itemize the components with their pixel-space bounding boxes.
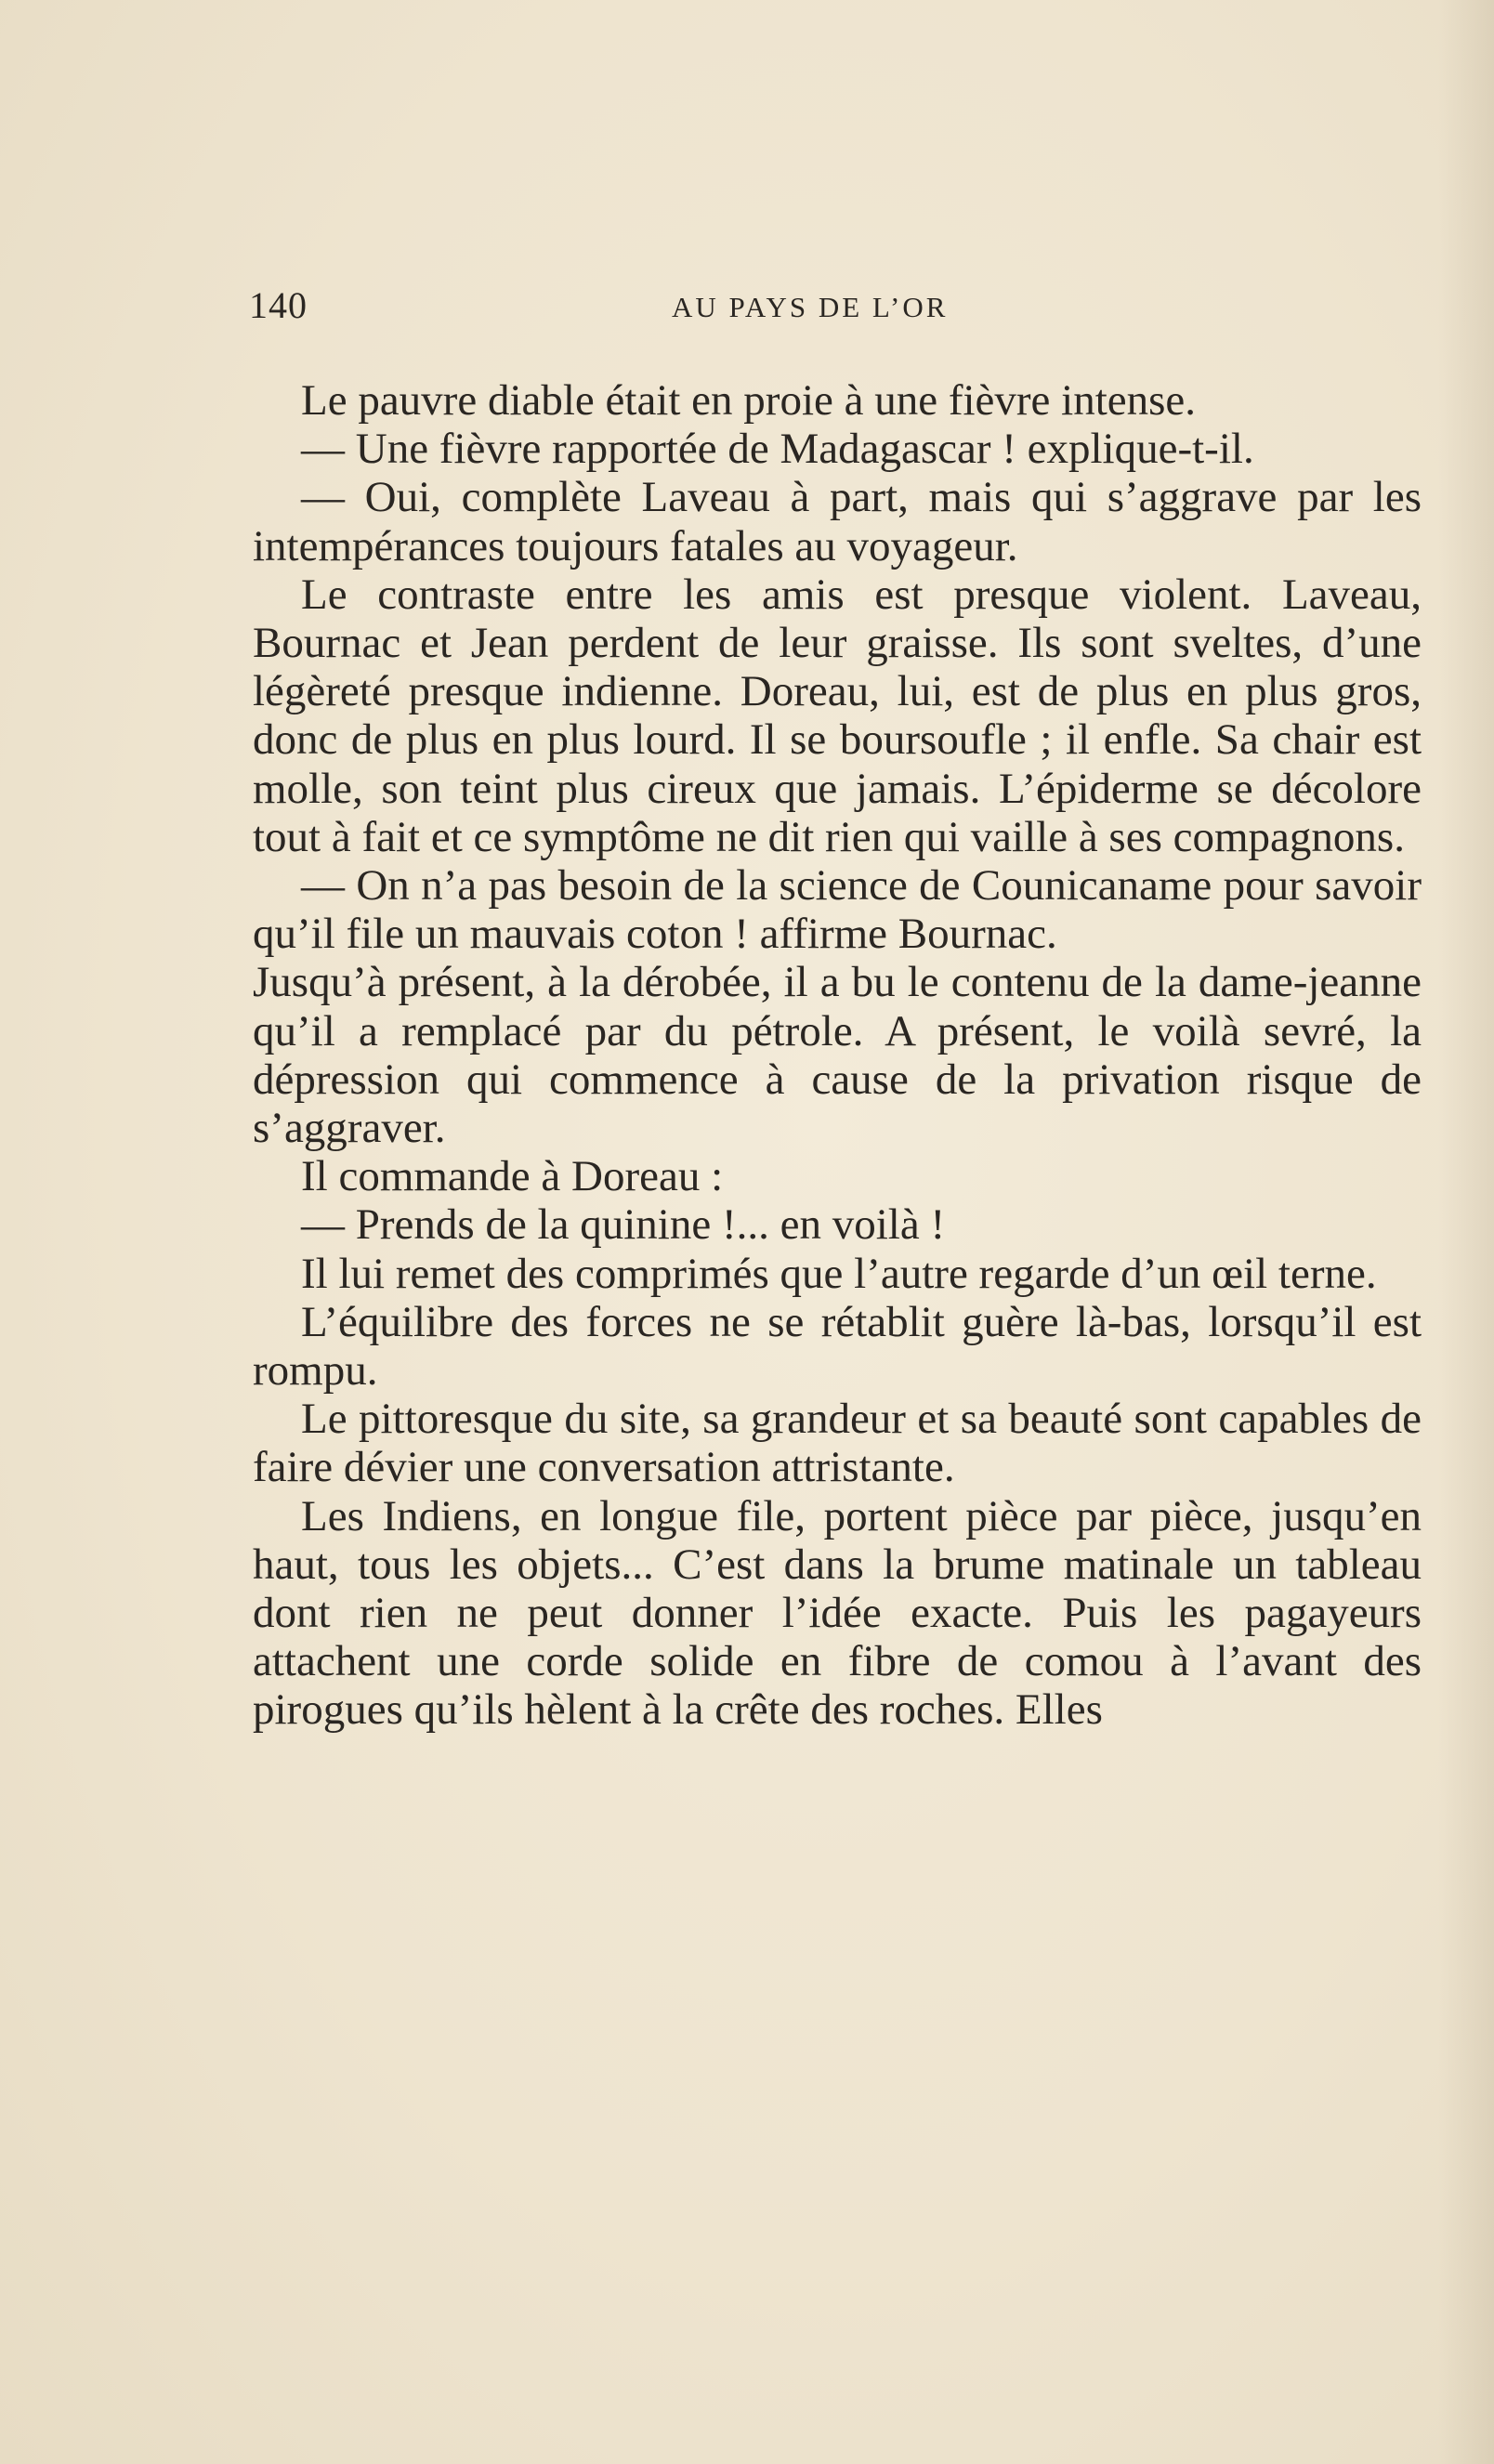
paragraph: Il lui remet des comprimés que l’autre regarde d’un œil terne. [301, 1249, 1377, 1298]
page-edge-shadow [1438, 0, 1494, 2464]
paragraph: Le contraste entre les amis est presque violent. Laveau, Bournac et Jean perdent de leur graisse. Ils sont sveltes, d’une légèreté presque indienne. Doreau, lui, est de plus en plus gros, donc de plus en plus lourd. Il se boursoufle ; il enfle. Sa chair est molle, son teint plus cireux que jamais. L’épiderme se décolore tout à fait et ce symptôme ne dit rien qui vaille à ses compagnons. [253, 570, 1422, 861]
body-text [253, 376, 1422, 1735]
paragraph: Le pauvre diable était en proie à une fièvre intense. [301, 376, 1197, 425]
paragraph: L’équilibre des forces ne se rétablit guère là-bas, lorsqu’il est rompu. [253, 1297, 1422, 1396]
paragraph: — Une fièvre rapportée de Madagascar ! explique-t-il. [301, 425, 1254, 474]
paragraph: — Prends de la quinine !... en voilà ! [301, 1200, 946, 1250]
paragraph: — Oui, complète Laveau à part, mais qui s’aggrave par les intempérances toujours fatales au voyageur. [253, 473, 1422, 570]
paragraph: Le pittoresque du site, sa grandeur et sa beauté sont capables de faire dévier une conversation attristante. [253, 1395, 1422, 1492]
paragraph: Les Indiens, en longue file, portent pièce par pièce, jusqu’en haut, tous les objets... C’est dans la brume matinale un tableau dont rien ne peut donner l’idée exacte. Puis les pagayeurs attachent une corde solide en fibre de comou à l’avant des pirogues qu’ils hèlent à la crête des roches. Elles [253, 1491, 1422, 1735]
running-title: AU PAYS DE L’OR [672, 291, 949, 323]
paragraph: — On n’a pas besoin de la science de Counicaname pour savoir qu’il file un mauvais coton ! affirme Bournac. [253, 861, 1422, 959]
page-header [249, 283, 1420, 339]
paragraph: Il commande à Doreau : [301, 1152, 724, 1201]
page-number: 140 [249, 284, 308, 326]
paragraph: Jusqu’à présent, à la dérobée, il a bu le contenu de la dame-jeanne qu’il a remplacé par du pétrole. A présent, le voilà sevré, la dépression qui commence à cause de la privation risque de s’aggraver. [253, 958, 1422, 1153]
